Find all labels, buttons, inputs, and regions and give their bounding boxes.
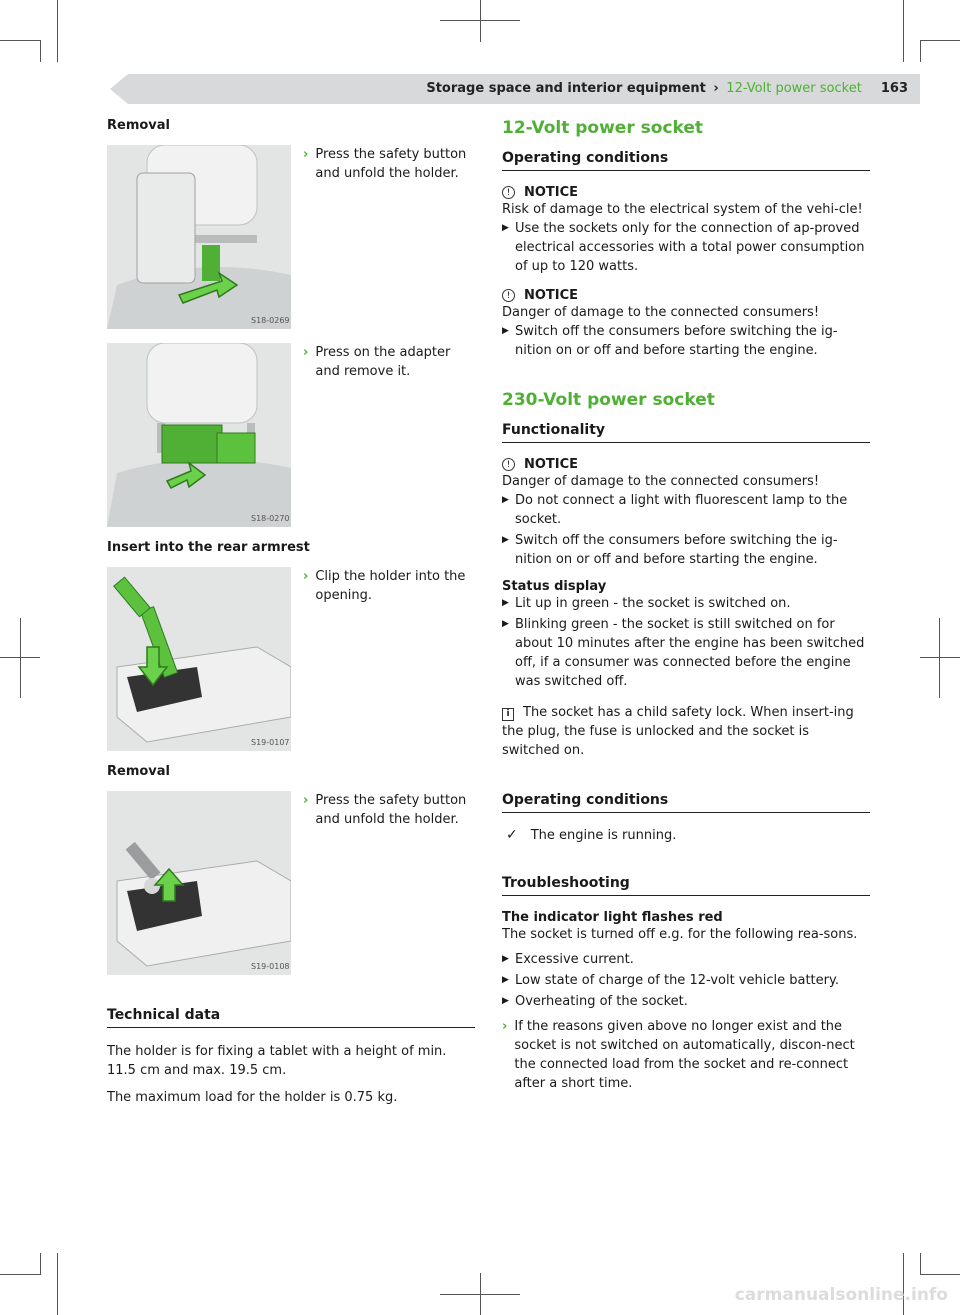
operating-conditions-heading: Operating conditions — [502, 792, 870, 813]
left-column — [107, 118, 475, 1107]
notice-heading — [502, 288, 870, 303]
operating-conditions-heading: Operating conditions — [502, 150, 870, 171]
chevron-right-icon: › — [303, 345, 309, 360]
step-text: Press the safety button and unfold the holder. — [315, 147, 467, 181]
crop-mark — [57, 1253, 58, 1315]
list-item-text: Lit up in green - the socket is switched on. — [515, 596, 791, 611]
list-item-text: Use the sockets only for the connection of ap-proved electrical accessories with a total power consumption of up to 120 watts. — [515, 221, 865, 274]
technical-para: The maximum load for the holder is 0.75 kg. — [107, 1090, 398, 1105]
step-text: Press on the adapter and remove it. — [315, 345, 451, 379]
triangle-bullet-icon: ▶ — [502, 495, 509, 505]
reasons-list — [502, 950, 870, 1011]
removal-label: Removal — [107, 118, 171, 133]
status-display-label: Status display — [502, 579, 607, 594]
info-icon: i — [502, 708, 514, 721]
chevron-right-icon: › — [502, 1019, 508, 1034]
triangle-bullet-icon: ▶ — [502, 975, 509, 985]
breadcrumb-subsection: 12-Volt power socket — [726, 81, 862, 96]
list-item-text: Overheating of the socket. — [515, 994, 688, 1009]
notice-icon: ! — [502, 186, 515, 199]
triangle-bullet-icon: ▶ — [502, 954, 509, 964]
triangle-bullet-icon: ▶ — [502, 598, 509, 608]
breadcrumb-separator: › — [713, 81, 719, 96]
list-item — [502, 950, 870, 969]
list-item-text: Low state of charge of the 12-volt vehicle battery. — [515, 973, 839, 988]
breadcrumb-section: Storage space and interior equipment — [426, 81, 706, 96]
functionality-heading: Functionality — [502, 422, 870, 443]
info-note — [502, 703, 870, 760]
status-list — [502, 594, 870, 691]
watermark: carmanualsonline.info — [734, 1285, 948, 1305]
figure-row — [107, 567, 475, 751]
notice-text: Risk of damage to the electrical system of the vehi-cle! — [502, 202, 863, 217]
crop-mark — [20, 618, 21, 698]
crop-mark — [0, 40, 40, 41]
step-press-adapter — [303, 343, 475, 381]
crop-mark — [57, 0, 58, 62]
triangle-bullet-icon: ▶ — [502, 223, 509, 233]
notice-text: Danger of damage to the connected consumers! — [502, 305, 820, 320]
figure-armrest-removal — [107, 791, 291, 975]
list-item — [502, 219, 870, 276]
breadcrumb — [426, 81, 908, 96]
figure-row — [107, 343, 475, 527]
crop-mark — [920, 657, 960, 658]
info-text: The socket has a child safety lock. When insert-ing the plug, the fuse is unlocked and the socket is switched on. — [502, 705, 854, 758]
notice-list — [502, 322, 870, 360]
list-item-text: Switch off the consumers before switching the ig-nition on or off and before starting the engine. — [515, 324, 838, 358]
armrest-insert-illustration — [107, 567, 291, 751]
step-press-safety-button — [303, 791, 475, 829]
figure-armrest-insert — [107, 567, 291, 751]
notice-heading — [502, 185, 870, 200]
condition-text: The engine is running. — [530, 827, 677, 843]
crop-mark — [920, 40, 960, 41]
figure-headrest-holder — [107, 145, 291, 329]
list-item — [502, 992, 870, 1011]
notice-icon: ! — [502, 289, 515, 302]
figure-code: S18-0269 — [251, 316, 290, 325]
crop-mark — [920, 1253, 921, 1275]
list-item — [502, 491, 870, 529]
list-item-text: Excessive current. — [515, 952, 634, 967]
figure-row — [107, 791, 475, 975]
list-item — [502, 615, 870, 691]
notice-label: NOTICE — [524, 457, 579, 472]
triangle-bullet-icon: ▶ — [502, 996, 509, 1006]
chevron-right-icon: › — [303, 147, 309, 162]
trouble-text: The socket is turned off e.g. for the following rea-sons. — [502, 927, 858, 942]
notice-text: Danger of damage to the connected consumers! — [502, 474, 820, 489]
figure-code: S19-0108 — [251, 962, 290, 971]
list-item — [502, 531, 870, 569]
figure-row — [107, 145, 475, 329]
technical-data-heading: Technical data — [107, 1007, 475, 1028]
crop-mark — [903, 1253, 904, 1315]
condition-item — [506, 827, 870, 843]
notice-list — [502, 219, 870, 276]
headrest-adapter-illustration — [107, 343, 291, 527]
crop-mark — [40, 40, 41, 62]
step-text: Clip the holder into the opening. — [315, 569, 466, 603]
crop-mark — [920, 1274, 960, 1275]
triangle-bullet-icon: ▶ — [502, 535, 509, 545]
checkmark-icon: ✓ — [506, 827, 518, 843]
list-item-text: Blinking green - the socket is still switched on for about 10 minutes after the engine has been switched off, if a consumer was connected before the engine was switched off. — [515, 617, 865, 689]
right-column — [502, 118, 870, 1093]
action-text: If the reasons given above no longer exist and the socket is not switched on automatically, discon-nect the connected load from the socket and re-connect after a short time. — [514, 1019, 855, 1091]
notice-heading — [502, 457, 870, 472]
triangle-bullet-icon: ▶ — [502, 619, 509, 629]
armrest-label: Insert into the rear armrest — [107, 540, 310, 555]
removal-label: Removal — [107, 764, 171, 779]
notice-label: NOTICE — [524, 288, 579, 303]
trouble-label: The indicator light flashes red — [502, 910, 723, 925]
figure-headrest-adapter — [107, 343, 291, 527]
notice-list — [502, 491, 870, 569]
notice-icon: ! — [502, 458, 515, 471]
page-number: 163 — [880, 81, 908, 96]
crop-mark — [939, 618, 940, 698]
crop-mark — [903, 0, 904, 62]
chevron-right-icon: › — [303, 793, 309, 808]
figure-code: S19-0107 — [251, 738, 290, 747]
step-clip-holder — [303, 567, 475, 605]
figure-code: S18-0270 — [251, 514, 290, 523]
troubleshooting-heading: Troubleshooting — [502, 875, 870, 896]
section-title-12v: 12-Volt power socket — [502, 118, 704, 138]
list-item — [502, 322, 870, 360]
crop-mark — [480, 0, 481, 42]
notice-label: NOTICE — [524, 185, 579, 200]
action-step — [502, 1017, 870, 1093]
step-press-safety-button — [303, 145, 475, 183]
list-item — [502, 594, 870, 613]
crop-mark — [440, 1294, 520, 1295]
triangle-bullet-icon: ▶ — [502, 326, 509, 336]
technical-para: The holder is for fixing a tablet with a height of min. 11.5 cm and max. 19.5 cm. — [107, 1044, 447, 1078]
list-item — [502, 971, 870, 990]
list-item-text: Switch off the consumers before switching the ig-nition on or off and before starting the engine. — [515, 533, 838, 567]
crop-mark — [920, 40, 921, 62]
crop-mark — [440, 20, 520, 21]
headrest-holder-illustration — [107, 145, 291, 329]
crop-mark — [0, 1274, 40, 1275]
armrest-removal-illustration — [107, 791, 291, 975]
list-item-text: Do not connect a light with fluorescent lamp to the socket. — [515, 493, 848, 527]
crop-mark — [40, 1253, 41, 1275]
step-text: Press the safety button and unfold the holder. — [315, 793, 467, 827]
section-title-230v: 230-Volt power socket — [502, 390, 715, 410]
chevron-right-icon: › — [303, 569, 309, 584]
